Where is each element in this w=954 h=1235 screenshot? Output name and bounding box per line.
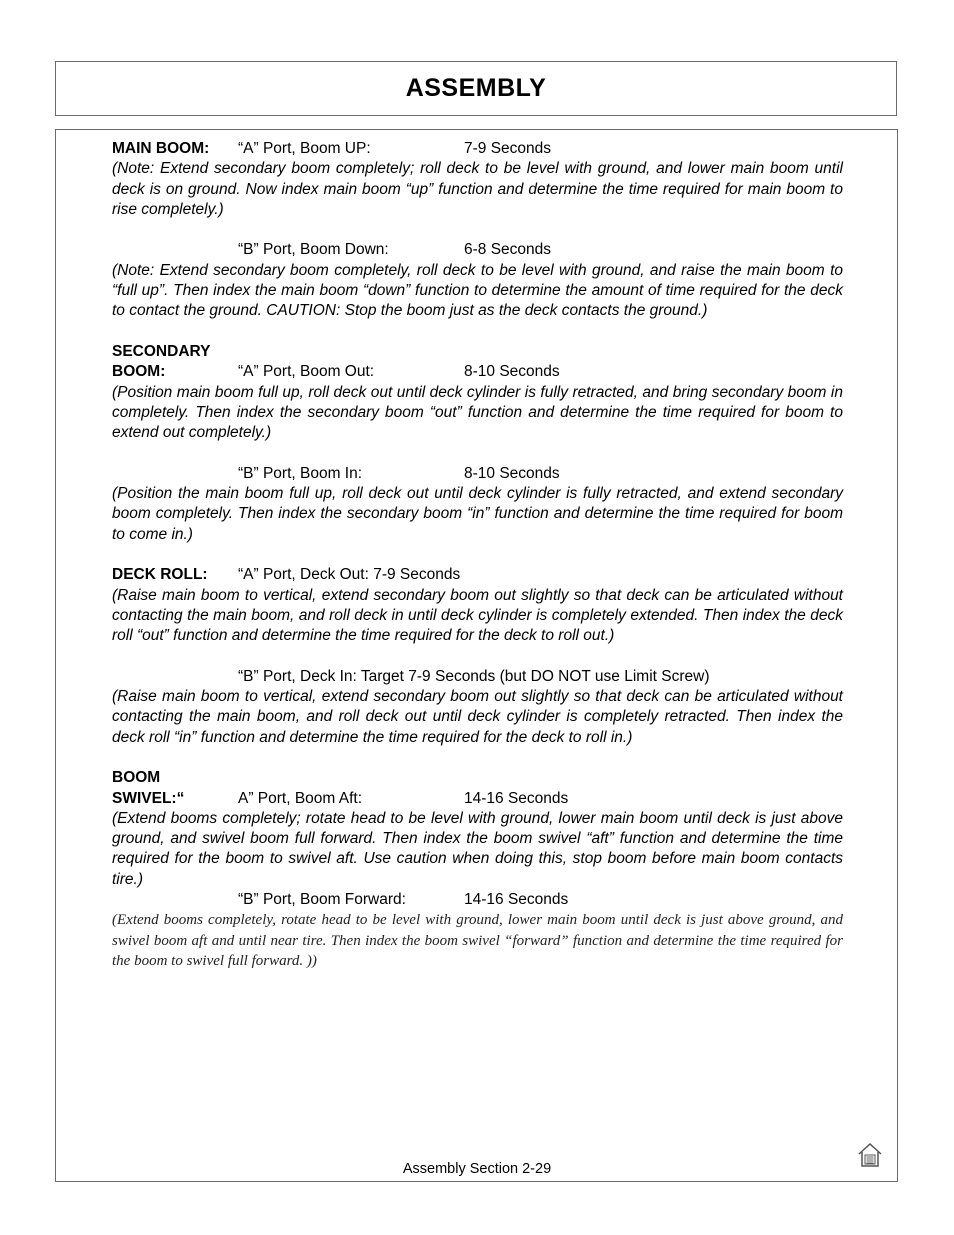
deck-roll-a-note: (Raise main boom to vertical, extend secondary boom out slightly so that deck can be articulated without contacting the main boom, and roll deck in until deck cylinder is completely extended. Then index the deck roll “out” function and determine the time required for the deck to roll out.) <box>112 586 843 645</box>
secondary-boom-label-2: BOOM: <box>112 363 166 381</box>
secondary-boom-b-port: “B” Port, Boom In: <box>238 464 363 482</box>
boom-swivel-b-note: (Extend booms completely, rotate head to be level with ground, lower main boom until deck is just above ground, and swivel boom aft and until near tire. Then index the boom swivel “forward” function and determine the time required for the boom to swivel full forward. )) <box>112 912 843 969</box>
main-boom-a-row <box>112 139 843 159</box>
main-boom-a-time: 7-9 Seconds <box>464 140 552 157</box>
main-boom-a-port: “A” Port, Boom UP: <box>238 140 371 157</box>
boom-swivel-label-2: SWIVEL:“ <box>112 789 185 807</box>
main-boom-b-time: 6-8 Seconds <box>464 241 552 259</box>
boom-swivel-label-1: BOOM <box>112 769 161 787</box>
main-boom-b-note: (Note: Extend secondary boom completely, roll deck to be level with ground, and raise the main boom to “full up”. Then index the main boom “down” function to determine the amount of time required for the deck to contact the ground. CAUTION: Stop the boom just as the deck contacts the ground.) <box>112 261 843 320</box>
secondary-boom-b-row <box>112 464 843 484</box>
deck-roll-label: DECK ROLL: <box>112 566 208 584</box>
boom-swivel-b-port: “B” Port, Boom Forward: <box>238 890 406 908</box>
main-boom-label: MAIN BOOM: <box>112 140 210 157</box>
secondary-boom-a-time: 8-10 Seconds <box>464 363 560 381</box>
header-box <box>55 61 897 116</box>
page-footer: Assembly Section 2-29 <box>402 1161 552 1177</box>
boom-swivel-a-port: A” Port, Boom Aft: <box>238 789 363 807</box>
main-boom-b-row <box>112 240 843 260</box>
page-title: ASSEMBLY <box>405 74 547 102</box>
deck-roll-b-port: “B” Port, Deck In: Target 7-9 Seconds (but DO NOT use Limit Screw) <box>238 667 710 685</box>
content-text <box>112 139 843 971</box>
deck-roll-a-row <box>112 565 843 585</box>
secondary-boom-a-port: “A” Port, Boom Out: <box>238 363 375 381</box>
deck-roll-b-row <box>112 667 843 687</box>
secondary-boom-b-note: (Position the main boom full up, roll deck out until deck cylinder is fully retracted, and extend secondary boom completely. Then index the secondary boom “in” function and determine the time required for boom to come in.) <box>112 485 843 543</box>
boom-swivel-a-time: 14-16 Seconds <box>464 789 569 807</box>
secondary-boom-label-1: SECONDARY <box>112 342 211 360</box>
main-boom-a-note: (Note: Extend secondary boom completely; roll deck to be level with ground, and lower main boom until deck is on ground. Now index main boom “up” function and determine the time required for main boom to rise completely.) <box>112 160 843 218</box>
secondary-boom-a-row <box>112 362 843 382</box>
deck-roll-b-note: (Raise main boom to vertical, extend secondary boom out slightly so that deck can be articulated without contacting the main boom, and roll deck out until deck cylinder is completely retracted. Then index the deck roll “in” function and determine the time required for the deck to roll in.) <box>112 688 843 746</box>
boom-swivel-a-row <box>112 789 843 809</box>
boom-swivel-b-row <box>112 890 843 910</box>
main-boom-b-port: “B” Port, Boom Down: <box>238 241 389 259</box>
home-icon[interactable] <box>856 1141 884 1169</box>
boom-swivel-a-note: (Extend booms completely; rotate head to be level with ground, lower main boom until deck is just above ground, and swivel boom full forward. Then index the boom swivel “aft” function and determine the time required for the boom to swivel aft. Use caution when doing this, stop boom before main boom contacts tire.) <box>112 809 843 888</box>
boom-swivel-b-time: 14-16 Seconds <box>464 890 569 908</box>
secondary-boom-b-time: 8-10 Seconds <box>464 464 560 482</box>
secondary-boom-a-note: (Position main boom full up, roll deck out until deck cylinder is fully retracted, and bring secondary boom in completely. Then index the secondary boom “out” function and determine the time required for boom to extend out completely.) <box>112 383 843 442</box>
deck-roll-a-port: “A” Port, Deck Out: 7-9 Seconds <box>238 566 461 584</box>
